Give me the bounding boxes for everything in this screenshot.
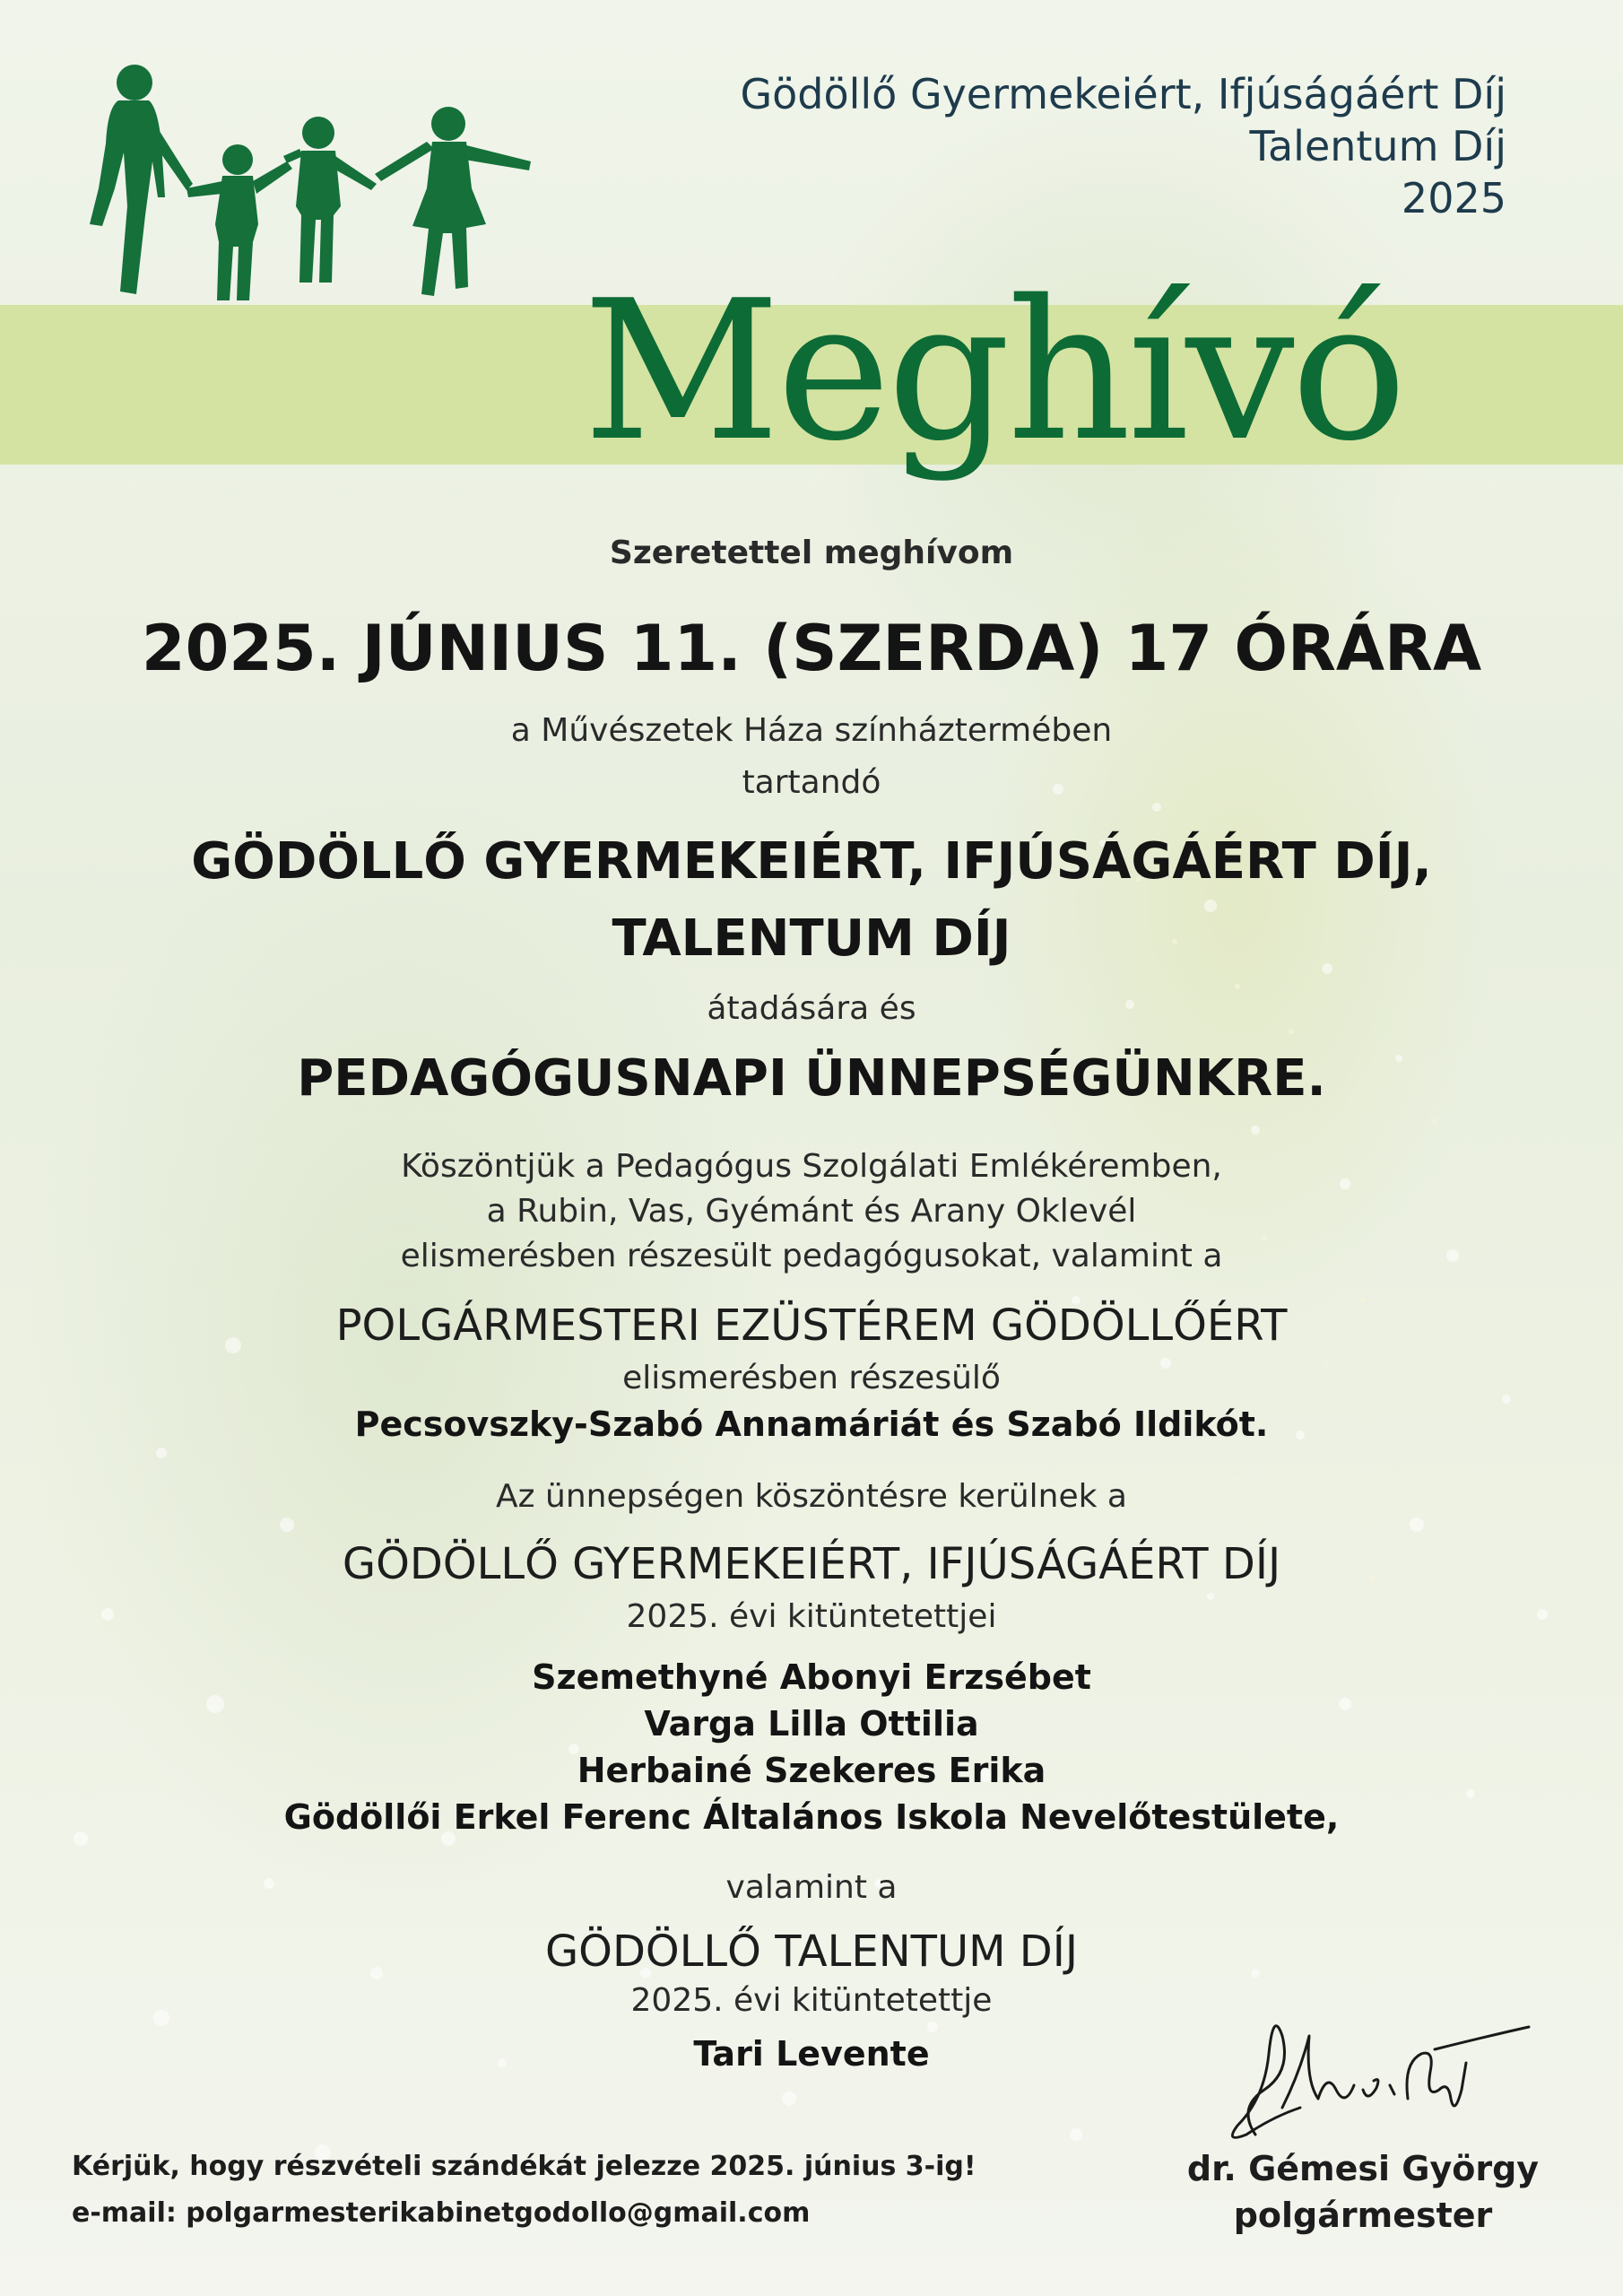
header-year: 2025 xyxy=(1401,174,1506,222)
venue-text: a Művészetek Háza színháztermében xyxy=(510,712,1113,749)
greeting-line3: elismerésben részesült pedagógusokat, valamint a xyxy=(400,1238,1223,1274)
rsvp-note: Kérjük, hogy részvételi szándékát jelezze 2025. június 3-ig! xyxy=(72,2151,976,2182)
header-award-name: Gödöllő Gyermekeiért, Ifjúságáért Díj xyxy=(740,70,1506,118)
signature-image xyxy=(1219,2000,1542,2152)
greeting-line1: Köszöntjük a Pedagógus Szolgálati Emlékéremben, xyxy=(401,1148,1222,1185)
medal-title: POLGÁRMESTERI EZÜSTÉREM GÖDÖLLŐÉRT xyxy=(335,1300,1288,1351)
event-date: 2025. JÚNIUS 11. (SZERDA) 17 ÓRÁRA xyxy=(141,612,1482,685)
honor-intro: Az ünnepségen köszöntésre kerülnek a xyxy=(496,1478,1127,1515)
laureate-name: Gödöllői Erkel Ferenc Általános Iskola Nevelőtestülete, xyxy=(283,1797,1340,1837)
signer-name: dr. Gémesi György xyxy=(1186,2149,1540,2188)
prize2-title: GÖDÖLLŐ TALENTUM DÍJ xyxy=(544,1926,1079,1977)
prize1-title: GÖDÖLLŐ GYERMEKEIÉRT, IFJÚSÁGÁÉRT DÍJ xyxy=(342,1539,1281,1589)
award-title-line1: GÖDÖLLŐ GYERMEKEIÉRT, IFJÚSÁGÁÉRT DÍJ, xyxy=(191,832,1432,891)
award-title-line2: TALENTUM DÍJ xyxy=(612,909,1011,968)
contact-email[interactable]: e-mail: polgarmesterikabinetgodollo@gmail.com xyxy=(72,2197,811,2229)
handover-text: átadására és xyxy=(707,990,916,1027)
greeting-line2: a Rubin, Vas, Gyémánt és Arany Oklevél xyxy=(486,1193,1137,1230)
header-talent-award: Talentum Díj xyxy=(1249,122,1506,170)
venue-text-2: tartandó xyxy=(742,764,881,801)
prize1-subtitle: 2025. évi kitüntetettjei xyxy=(626,1598,997,1635)
medal-recipients: Pecsovszky-Szabó Annamáriát és Szabó Ildikót. xyxy=(354,1405,1269,1444)
page-title: Meghívó xyxy=(583,258,1404,483)
children-silhouette-icon xyxy=(72,63,547,314)
laureate-name: Herbainé Szekeres Erika xyxy=(577,1751,1046,1790)
also-text: valamint a xyxy=(725,1869,898,1906)
laureate-name: Szemethyné Abonyi Erzsébet xyxy=(532,1657,1091,1697)
prize2-subtitle: 2025. évi kitüntetettje xyxy=(630,1982,993,2019)
talent-laureate-name: Tari Levente xyxy=(693,2034,930,2074)
intro-text: Szeretettel meghívom xyxy=(609,535,1014,571)
signer-role: polgármester xyxy=(1233,2196,1493,2235)
celebration-title: PEDAGÓGUSNAPI ÜNNEPSÉGÜNKRE. xyxy=(297,1049,1326,1108)
laureate-name: Varga Lilla Ottilia xyxy=(644,1704,979,1744)
medal-subtitle: elismerésben részesülő xyxy=(622,1360,1001,1396)
